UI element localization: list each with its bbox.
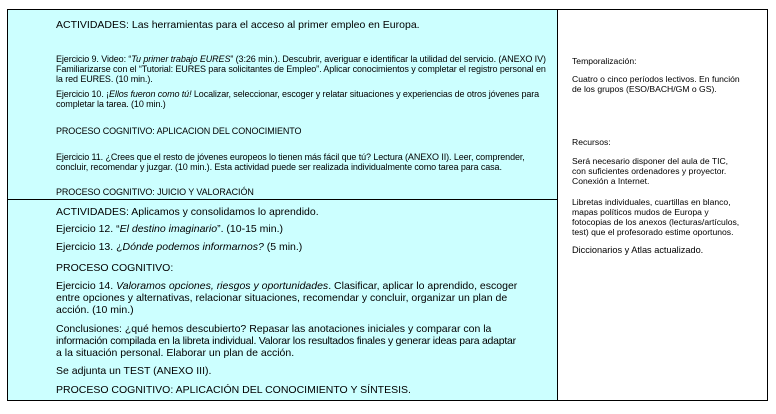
exercise-12 [56,224,283,234]
ex14-line2: entre opciones y alternativas, relacionar situaciones, recomendar y concluir, organizar un plan de [56,292,508,304]
ex11-line1: Ejercicio 11. ¿Crees que el resto de jóvenes europeos lo tienen más fácil que tú? Lectura (ANEXO II). Leer, comprender, [56,152,525,162]
test-note: Se adjunta un TEST (ANEXO III). [56,365,212,377]
ex11-line2: concluir, recomendar y juzgar. (10 min.). Esta actividad puede ser realizada individualmente como tarea para casa. [56,162,502,172]
ex14-title: Valoramos opciones, riesgos y oportunidades [116,280,329,292]
ex9-line3: la red EURES. (10 min.). [56,74,153,84]
temporalizacion-text [572,74,740,94]
lesson-table [7,9,768,401]
ex12-text-pre: Ejercicio 12. “ [56,223,120,235]
exercise-14 [56,280,517,316]
conclusiones [56,323,516,359]
ex10-title: Ellos fueron como tú! [109,89,192,99]
recursos-tic [572,156,728,186]
proceso-cognitivo-2: PROCESO COGNITIVO: JUICIO Y VALORACIÓN [56,187,254,197]
activities-cell-europe [8,10,558,200]
exercise-9 [56,54,546,84]
exercise-11 [56,152,525,172]
ex10-text-pre: Ejercicio 10. ¡ [56,89,110,99]
recursos-materiales-line3: fotocopias de los anexos (lecturas/artículos, [572,217,740,227]
recursos-diccionarios: Diccionarios y Atlas actualizado. [572,245,704,255]
ex14-text-pre: Ejercicio 14. [56,280,117,292]
ex14-text-post: . Clasificar, aplicar lo aprendido, escoger [328,280,518,292]
ex10-line2: completar la tarea. (10 min.) [56,99,166,109]
exercise-13 [56,242,302,252]
ex9-text-post: ” (3:26 min.). Descubrir, averiguar e identificar la utilidad del servicio. (ANEXO IV) [230,54,546,64]
temporalizacion-line1: Cuatro o cinco períodos lectivos. En función [572,74,740,84]
recursos-label: Recursos: [572,137,611,147]
ex13-text-pre: Ejercicio 13. ¿ [56,241,123,253]
recursos-tic-line3: Conexión a Internet. [572,176,650,186]
activities-heading-2: ACTIVIDADES: Aplicamos y consolidamos lo aprendido. [56,206,319,218]
temporalizacion-line2: de los grupos (ESO/BACH/GM o GS). [572,84,717,94]
proceso-cognitivo-3: PROCESO COGNITIVO: [56,262,174,274]
resources-column [558,10,767,400]
activities-cell-consolidation [8,200,558,400]
ex12-title: El destino imaginario [119,223,218,235]
temporalizacion-label: Temporalización: [572,56,637,66]
ex10-text-post: Localizar, seleccionar, escoger y relatar situaciones y experiencias de otros jóvenes para [191,89,540,99]
recursos-materiales-line1: Libretas individuales, cuartillas en blanco, [572,197,731,207]
recursos-materiales-line2: mapas políticos mudos de Europa y [572,207,709,217]
activities-heading: ACTIVIDADES: Las herramientas para el acceso al primer empleo en Europa. [56,19,420,31]
ex12-text-post: ”. (10-15 min.) [217,223,284,235]
recursos-materiales [572,197,739,237]
ex9-video-title: Tu primer trabajo EURES [131,54,231,64]
conclusiones-line1: Conclusiones: ¿qué hemos descubierto? Repasar las anotaciones iniciales y comparar con la [56,323,492,335]
ex9-text-pre: Ejercicio 9. Video: “ [56,54,132,64]
conclusiones-line2: información compilada en la libreta individual. Valorar los resultados finales y generar ideas para adaptar [56,335,516,347]
ex13-text-post: (5 min.) [263,241,303,253]
exercise-10 [56,89,539,109]
ex13-title: Dónde podemos informarnos? [122,241,264,253]
recursos-tic-line2: con suficientes ordenadores y proyector. [572,166,727,176]
proceso-cognitivo-1: PROCESO COGNITIVO: APLICACION DEL CONOCIMIENTO [56,126,302,136]
proceso-cognitivo-4: PROCESO COGNITIVO: APLICACIÓN DEL CONOCIMIENTO Y SÍNTESIS. [56,384,411,396]
recursos-tic-line1: Será necesario disponer del aula de TIC, [572,156,729,166]
ex9-line2: Familiarizarse con el “Tutorial: EURES para solicitantes de Empleo”. Aplicar conocimientos y completar el registro personal en [56,64,546,74]
recursos-materiales-line4: test) que el profesorado estime oportunos. [572,227,734,237]
conclusiones-line3: a la situación personal. Elaborar un plan de acción. [56,347,295,359]
ex14-line3: acción. (10 min.) [56,304,134,316]
activities-column [8,10,558,400]
